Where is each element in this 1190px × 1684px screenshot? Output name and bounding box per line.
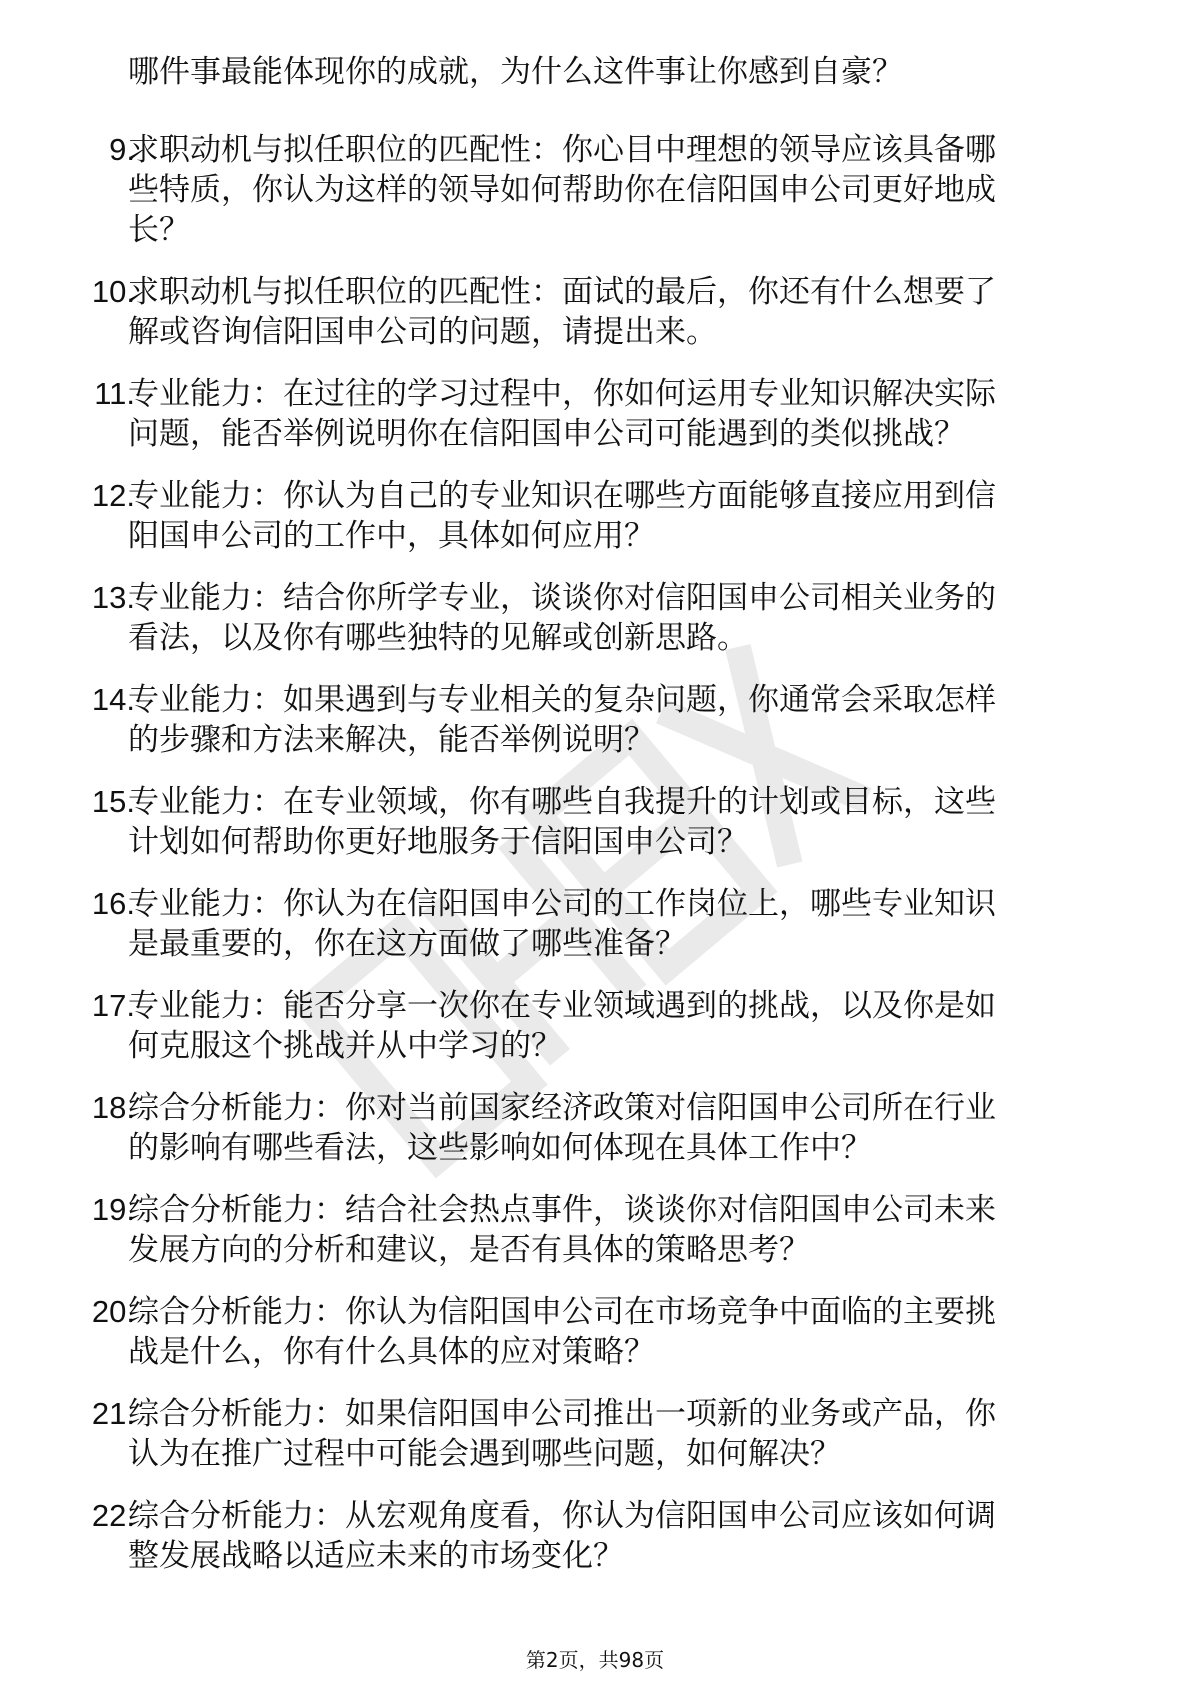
page-footer: 第2页，共98页 xyxy=(525,1648,665,1672)
question-number: 17. xyxy=(91,988,135,1023)
question-line: 综合分析能力：结合社会热点事件，谈谈你对信阳国申公司未来 xyxy=(128,1192,996,1228)
question-item xyxy=(0,986,1190,1088)
question-line: 整发展战略以适应未来的市场变化？ xyxy=(128,1538,624,1574)
question-item xyxy=(0,1088,1190,1190)
question-line: 战是什么，你有什么具体的应对策略？ xyxy=(128,1334,655,1370)
question-list xyxy=(0,130,1190,1598)
question-number: 20. xyxy=(91,1294,135,1329)
question-line: 综合分析能力：从宏观角度看，你认为信阳国申公司应该如何调 xyxy=(128,1498,996,1534)
question-line: 认为在推广过程中可能会遇到哪些问题，如何解决？ xyxy=(128,1436,841,1472)
question-number: 21. xyxy=(91,1396,135,1431)
question-item xyxy=(0,1292,1190,1394)
question-line: 何克服这个挑战并从中学习的？ xyxy=(128,1028,562,1064)
question-text xyxy=(128,1292,1108,1372)
question-item xyxy=(0,130,1190,272)
question-line: 综合分析能力：你认为信阳国申公司在市场竞争中面临的主要挑 xyxy=(128,1294,996,1330)
question-number: 12. xyxy=(91,478,135,513)
question-item xyxy=(0,476,1190,578)
question-line: 问题，能否举例说明你在信阳国申公司可能遇到的类似挑战？ xyxy=(128,416,965,452)
question-item xyxy=(0,1496,1190,1598)
question-line: 综合分析能力：如果信阳国申公司推出一项新的业务或产品，你 xyxy=(128,1396,996,1432)
question-number: 9. xyxy=(109,132,135,167)
question-item xyxy=(0,1190,1190,1292)
question-text xyxy=(128,680,1108,760)
question-line: 综合分析能力：你对当前国家经济政策对信阳国申公司所在行业 xyxy=(128,1090,996,1126)
question-line: 发展方向的分析和建议，是否有具体的策略思考？ xyxy=(128,1232,810,1268)
question-line: 专业能力：在过往的学习过程中，你如何运用专业知识解决实际 xyxy=(128,376,996,412)
question-line: 专业能力：如果遇到与专业相关的复杂问题，你通常会采取怎样 xyxy=(128,682,996,718)
question-text xyxy=(128,374,1108,454)
question-item xyxy=(0,272,1190,374)
question-text xyxy=(128,782,1108,862)
question-item xyxy=(0,578,1190,680)
question-item xyxy=(0,884,1190,986)
question-line: 看法，以及你有哪些独特的见解或创新思路。 xyxy=(128,620,748,656)
question-text xyxy=(128,986,1108,1066)
question-number: 13. xyxy=(91,580,135,615)
question-number: 16. xyxy=(91,886,135,921)
question-line: 是最重要的，你在这方面做了哪些准备？ xyxy=(128,926,686,962)
question-text xyxy=(128,272,1108,352)
question-item xyxy=(0,1394,1190,1496)
question-line: 求职动机与拟任职位的匹配性：面试的最后，你还有什么想要了 xyxy=(128,274,996,310)
question-line: 专业能力：你认为在信阳国申公司的工作岗位上，哪些专业知识 xyxy=(128,886,996,922)
question-item xyxy=(0,374,1190,476)
question-number: 14. xyxy=(91,682,135,717)
question-number: 10. xyxy=(91,274,135,309)
question-text xyxy=(128,1190,1108,1270)
question-item xyxy=(0,782,1190,884)
question-line: 专业能力：能否分享一次你在专业领域遇到的挑战，以及你是如 xyxy=(128,988,996,1024)
question-text xyxy=(128,130,1108,250)
intro-line: 哪件事最能体现你的成就，为什么这件事让你感到自豪？ xyxy=(128,54,903,90)
question-number: 11. xyxy=(94,376,135,411)
question-number: 22. xyxy=(91,1498,135,1533)
question-number: 15. xyxy=(91,784,135,819)
question-text xyxy=(128,1088,1108,1168)
question-line: 专业能力：在专业领域，你有哪些自我提升的计划或目标，这些 xyxy=(128,784,996,820)
question-text xyxy=(128,1394,1108,1474)
question-line: 求职动机与拟任职位的匹配性：你心目中理想的领导应该具备哪 xyxy=(128,132,996,168)
question-line: 专业能力：结合你所学专业，谈谈你对信阳国申公司相关业务的 xyxy=(128,580,996,616)
question-line: 些特质，你认为这样的领导如何帮助你在信阳国申公司更好地成 xyxy=(128,172,996,208)
question-text xyxy=(128,884,1108,964)
question-line: 计划如何帮助你更好地服务于信阳国申公司？ xyxy=(128,824,748,860)
question-number: 18. xyxy=(91,1090,135,1125)
question-line: 的影响有哪些看法，这些影响如何体现在具体工作中？ xyxy=(128,1130,872,1166)
question-item xyxy=(0,680,1190,782)
question-text xyxy=(128,578,1108,658)
question-line: 的步骤和方法来解决，能否举例说明？ xyxy=(128,722,655,758)
question-number: 19. xyxy=(91,1192,135,1227)
question-line: 阳国申公司的工作中，具体如何应用？ xyxy=(128,518,655,554)
question-line: 解或咨询信阳国申公司的问题，请提出来。 xyxy=(128,314,717,350)
question-text xyxy=(128,1496,1108,1576)
question-text xyxy=(128,476,1108,556)
question-line: 专业能力：你认为自己的专业知识在哪些方面能够直接应用到信 xyxy=(128,478,996,514)
question-line: 长？ xyxy=(128,212,190,248)
